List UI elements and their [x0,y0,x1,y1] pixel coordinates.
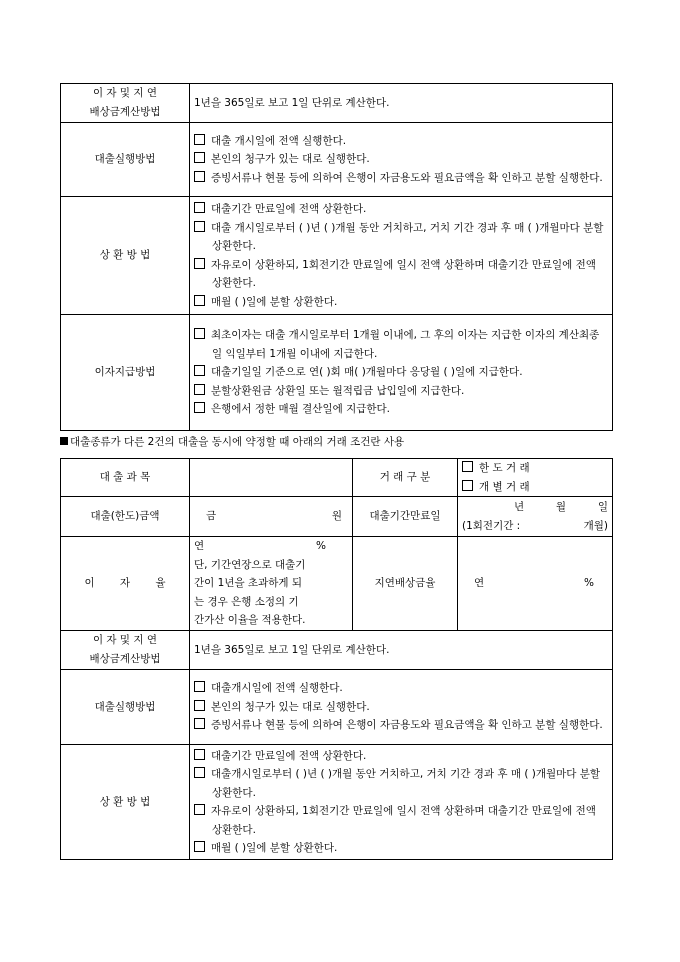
option-checkbox-item[interactable]: 개 별 거 래 [462,478,608,497]
option-checkbox-item[interactable]: 자유로이 상환하되, 1회전기간 만료일에 일시 전액 상환하며 대출기간 만료일에 전액 상환한다. [194,256,608,293]
execution-method-options [190,123,613,197]
checkbox-icon[interactable] [194,749,205,760]
option-checkbox-item[interactable]: 한 도 거 래 [462,459,608,478]
maturity-date-label: 대출기간만료일 [353,497,458,537]
option-checkbox-item[interactable]: 본인의 청구가 있는 대로 실행한다. [194,698,608,717]
loan-terms-table-1 [60,83,613,431]
calc-method-text-2: 1년을 365일로 보고 1일 단위로 계산한다. [190,631,613,670]
black-square-icon [60,437,68,445]
interest-payment-options [190,315,613,431]
repayment-method-options-2 [190,745,613,860]
notice-line [60,434,620,449]
option-checkbox-item[interactable]: 대출 개시일에 전액 실행한다. [194,132,608,151]
maturity-date-value[interactable]: 년 월 일 (1회전기간 : 개월) [458,497,613,537]
option-checkbox-item[interactable]: 대출 개시일로부터 ( )년 ( )개월 동안 거치하고, 거치 기간 경과 후 매 ( )개월마다 분할 상환한다. [194,219,608,256]
trade-type-label: 거 래 구 분 [353,459,458,497]
checkbox-icon[interactable] [194,221,205,232]
checkbox-icon[interactable] [194,258,205,269]
checkbox-icon[interactable] [194,365,205,376]
option-checkbox-item[interactable]: 자유로이 상환하되, 1회전기간 만료일에 일시 전액 상환하며 대출기간 만료일에 전액 상환한다. [194,802,608,839]
loan-amount-label: 대출(한도)금액 [61,497,190,537]
execution-method-label-2: 대출실행방법 [61,670,190,745]
repayment-method-options [190,197,613,315]
checkbox-icon[interactable] [194,328,205,339]
option-checkbox-item[interactable]: 매월 ( )일에 분할 상환한다. [194,839,608,858]
calc-method-text: 1년을 365일로 보고 1일 단위로 계산한다. [190,84,613,123]
loan-amount-value[interactable]: 금 원 [190,497,353,537]
notice-text: 대출종류가 다른 2건의 대출을 동시에 약정할 때 아래의 거래 조건란 사용 [70,436,405,448]
calc-method-label: 이 자 및 지 연 배상금계산방법 [61,84,190,123]
option-checkbox-item[interactable]: 최초이자는 대출 개시일로부터 1개월 이내에, 그 후의 이자는 지급한 이자의 계산최종일 익일부터 1개월 이내에 지급한다. [194,326,608,363]
checkbox-icon[interactable] [194,152,205,163]
option-checkbox-item[interactable]: 대출기간 만료일에 전액 상환한다. [194,747,608,766]
option-checkbox-item[interactable]: 대출개시일로부터 ( )년 ( )개월 동안 거치하고, 거치 기간 경과 후 매 ( )개월마다 분할 상환한다. [194,765,608,802]
checkbox-icon[interactable] [194,202,205,213]
option-checkbox-item[interactable]: 은행에서 정한 매월 결산일에 지급한다. [194,400,608,419]
checkbox-icon[interactable] [194,402,205,413]
option-checkbox-item[interactable]: 증빙서류나 현물 등에 의하여 은행이 자금용도와 필요금액을 확 인하고 분할 실행한다. [194,716,608,735]
interest-rate-value[interactable]: 연 % 단, 기간연장으로 대출기 간이 1년을 초과하게 되 는 경우 은행 소정의 기 간가산 이율을 적용한다. [190,537,353,631]
repayment-method-label: 상 환 방 법 [61,197,190,315]
trade-type-options [458,459,613,497]
checkbox-icon[interactable] [194,841,205,852]
checkbox-icon[interactable] [462,461,473,472]
loan-terms-table-2 [60,458,613,860]
option-checkbox-item[interactable]: 분할상환원금 상환일 또는 월적립금 납입일에 지급한다. [194,382,608,401]
loan-subject-value[interactable] [190,459,353,497]
option-checkbox-item[interactable]: 증빙서류나 현물 등에 의하여 은행이 자금용도와 필요금액을 확 인하고 분할 실행한다. [194,169,608,188]
option-checkbox-item[interactable]: 매월 ( )일에 분할 상환한다. [194,293,608,312]
delay-rate-label: 지연배상금율 [353,537,458,631]
checkbox-icon[interactable] [194,171,205,182]
checkbox-icon[interactable] [462,480,473,491]
delay-rate-value[interactable]: 연 % [458,537,613,631]
option-checkbox-item[interactable]: 본인의 청구가 있는 대로 실행한다. [194,150,608,169]
checkbox-icon[interactable] [194,804,205,815]
checkbox-icon[interactable] [194,700,205,711]
checkbox-icon[interactable] [194,384,205,395]
execution-method-label: 대출실행방법 [61,123,190,197]
interest-rate-label: 이 자 율 [61,537,190,631]
checkbox-icon[interactable] [194,767,205,778]
loan-subject-label: 대 출 과 목 [61,459,190,497]
checkbox-icon[interactable] [194,718,205,729]
interest-payment-label: 이자지급방법 [61,315,190,431]
execution-method-options-2 [190,670,613,745]
calc-method-label-2: 이 자 및 지 연 배상금계산방법 [61,631,190,670]
checkbox-icon[interactable] [194,681,205,692]
checkbox-icon[interactable] [194,134,205,145]
option-checkbox-item[interactable]: 대출개시일에 전액 실행한다. [194,679,608,698]
option-checkbox-item[interactable]: 대출기간 만료일에 전액 상환한다. [194,200,608,219]
option-checkbox-item[interactable]: 대출기일일 기준으로 연( )회 매( )개월마다 응당월 ( )일에 지급한다. [194,363,608,382]
checkbox-icon[interactable] [194,295,205,306]
repayment-method-label-2: 상 환 방 법 [61,745,190,860]
